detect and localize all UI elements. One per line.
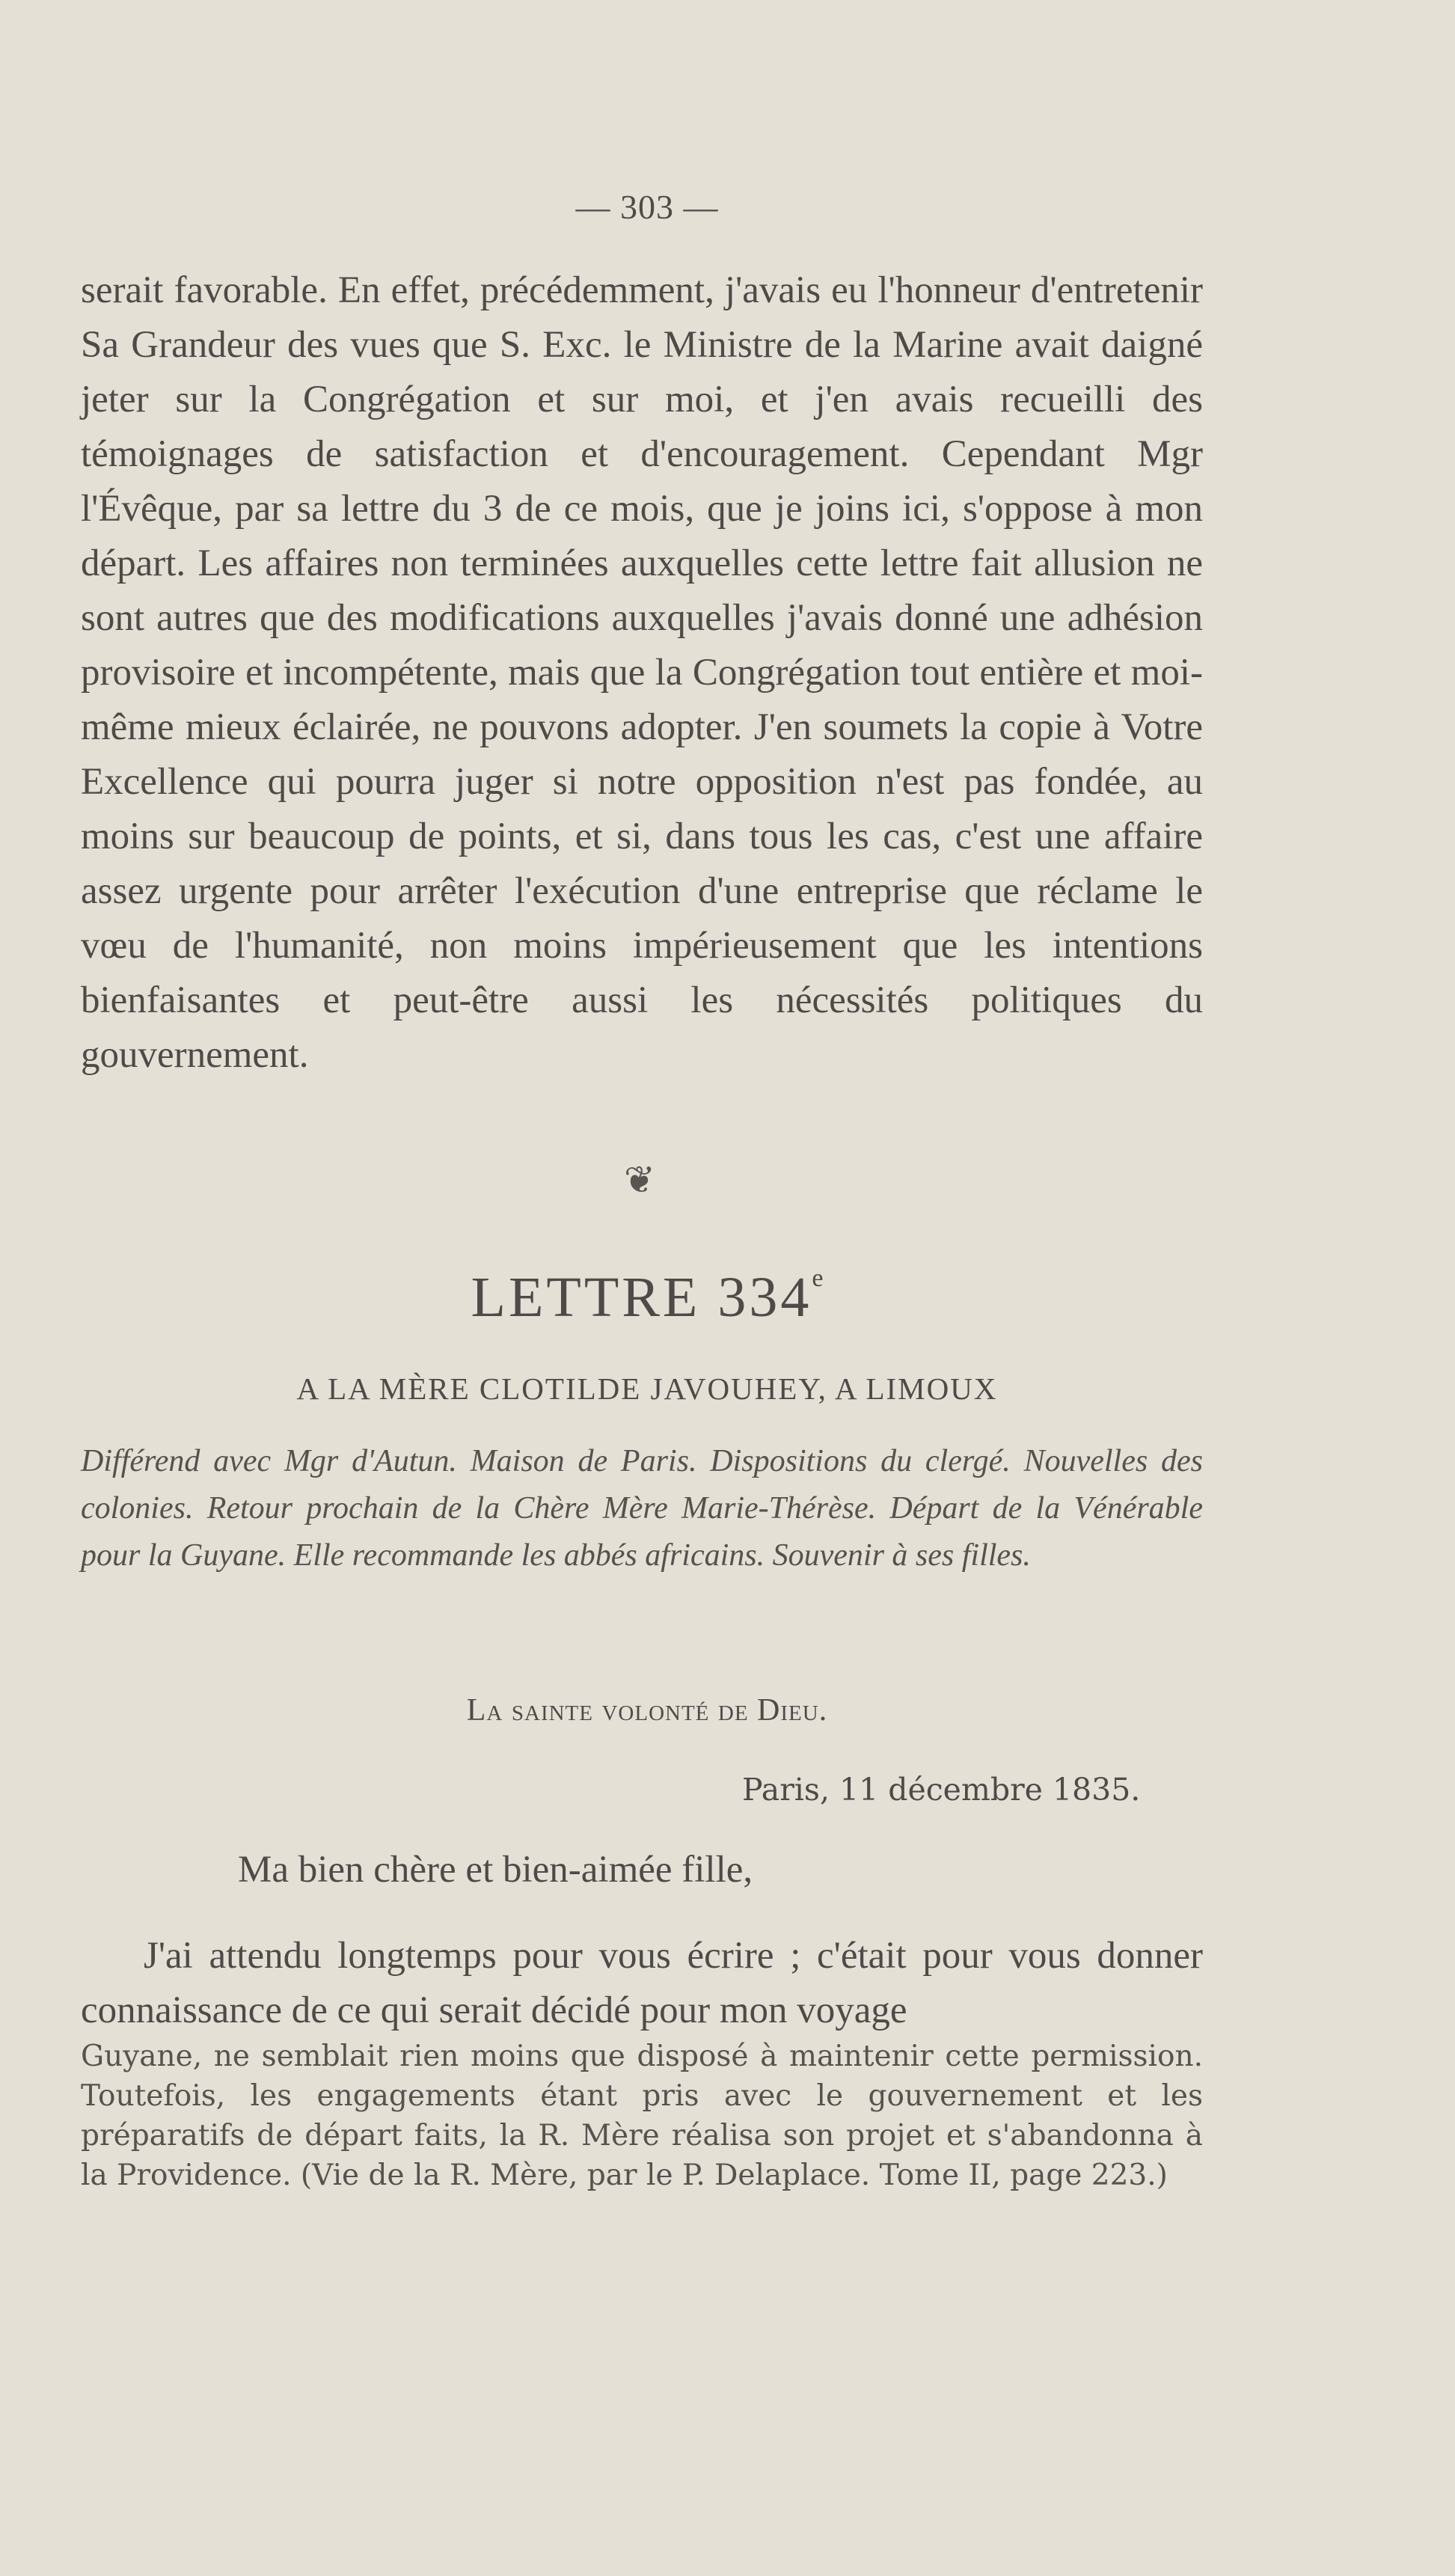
letter-heading xyxy=(0,1264,1294,1330)
letter-salutation: Ma bien chère et bien-aimée fille, xyxy=(238,1849,753,1891)
letter-invocation: La sainte volonté de Dieu. xyxy=(466,1693,828,1728)
continuation-paragraph xyxy=(81,263,1203,1083)
paragraph-text: serait favorable. En effet, précédemment, j'avais eu l'honneur d'entretenir Sa Grandeur des vues que S. Exc. le Ministre de la Marine avait daigné jeter sur la Congrégation et sur moi, et j'en avais recueilli des témoignages de satisfaction et d'encouragement. Cependant Mgr l'Évêque, par sa lettre du 3 de ce mois, que je joins ici, s'oppose à mon départ. Les affaires non terminées auxquelles cette lettre fait allusion ne sont autres que des modifications auxquelles j'avais donné une adhésion provisoire et incompétente, mais que la Congrégation tout entière et moi-même mieux éclairée, ne pouvons adopter. J'en soumets la copie à Votre Excellence qui pourra juger si notre opposition n'est pas fondée, au moins sur beaucoup de points, et si, dans tous les cas, c'est une affaire assez urgente pour arrêter l'exécution d'une entreprise que réclame le vœu de l'humanité, non moins impérieusement que les intentions bienfaisantes et peut-être aussi les nécessités politiques du gouvernement. xyxy=(81,269,1203,1076)
page-number: — 303 — xyxy=(575,188,719,226)
letter-summary: Différend avec Mgr d'Autun. Maison de Paris. Dispositions du clergé. Nouvelles des colonies. Retour prochain de la Chère Mère Marie-Thérèse. Départ de la Vénérable pour la Guyane. Elle recommande les abbés africains. Souvenir à ses filles. xyxy=(81,1444,1203,1573)
letter-opening-paragraph xyxy=(81,1929,1203,2038)
paragraph-text: J'ai attendu longtemps pour vous écrire ; c'était pour vous donner connaissance de ce qui serait décidé pour mon voyage xyxy=(81,1935,1203,2031)
fleuron-ornament-icon: ❦ xyxy=(624,1159,655,1201)
letter-recipient: A LA MÈRE CLOTILDE JAVOUHEY, A LIMOUX xyxy=(296,1371,998,1406)
letter-heading-suffix: e xyxy=(812,1264,824,1292)
letter-heading-text: LETTRE 334 xyxy=(471,1266,812,1329)
footnote: Guyane, ne semblait rien moins que disposé à maintenir cette permission. Toutefois, les engagements étant pris avec le gouvernement et les préparatifs de départ faits, la R. Mère réalisa son projet et s'abandonna à la Providence. (Vie de la R. Mère, par le P. Delaplace. Tome II, page 223.) xyxy=(81,2040,1203,2192)
letter-dateline: Paris, 11 décembre 1835. xyxy=(742,1772,1141,1808)
